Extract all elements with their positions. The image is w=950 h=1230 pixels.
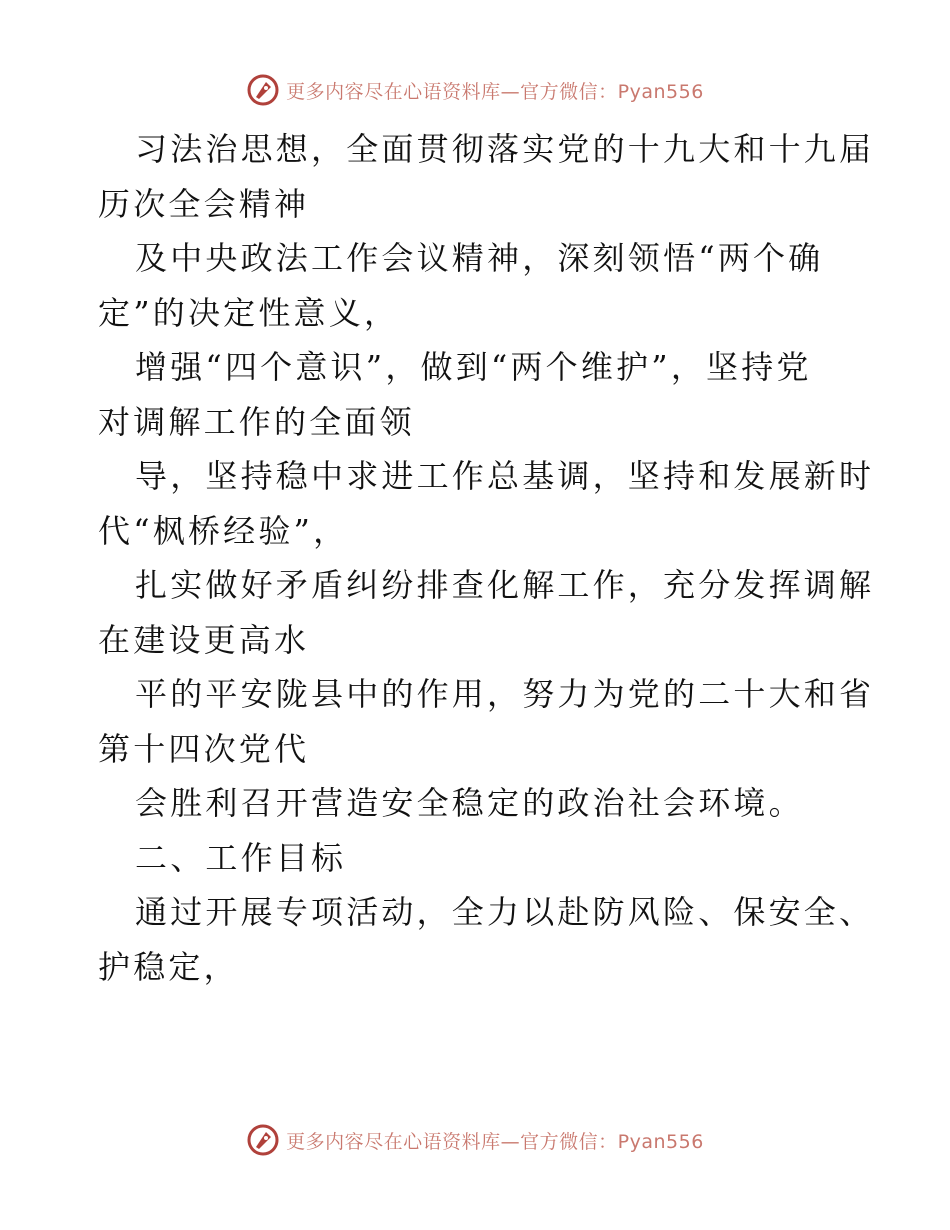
header-watermark: [0, 70, 950, 110]
watermark-text: 更多内容尽在心语资料库—官方微信：Pyan556: [286, 1130, 704, 1153]
text-line: 护稳定，: [98, 947, 239, 986]
text-line: 历次全会精神: [98, 184, 310, 223]
text-line: 通过开展专项活动，全力以赴防风险、保安全、: [135, 893, 875, 931]
text-line: 第十四次党代: [98, 729, 310, 768]
footer-watermark: [0, 1120, 950, 1160]
text-line: 扎实做好矛盾纠纷排查化解工作，充分发挥调解: [135, 566, 875, 604]
text-line: 定”的决定性意义，: [98, 293, 400, 332]
watermark-text: 更多内容尽在心语资料库—官方微信：Pyan556: [286, 80, 704, 103]
text-line: 平的平安陇县中的作用，努力为党的二十大和省: [135, 675, 875, 713]
pen-nib-logo-icon: [246, 1123, 280, 1157]
text-line: 在建设更高水: [98, 620, 310, 659]
text-line: 导，坚持稳中求进工作总基调，坚持和发展新时: [135, 457, 875, 495]
text-line: 增强“四个意识”，做到“两个维护”，坚持党: [135, 348, 812, 386]
text-line: 对调解工作的全面领: [98, 402, 415, 441]
pen-nib-logo-icon: [246, 73, 280, 107]
text-line: 习法治思想，全面贯彻落实党的十九大和十九届: [135, 130, 875, 168]
document-body: [98, 122, 875, 994]
text-line: 二、工作目标: [135, 838, 347, 877]
text-line: 及中央政法工作会议精神，深刻领悟“两个确: [135, 239, 824, 277]
text-line: 代“枫桥经验”，: [98, 511, 349, 550]
text-line: 会胜利召开营造安全稳定的政治社会环境。: [135, 784, 804, 822]
